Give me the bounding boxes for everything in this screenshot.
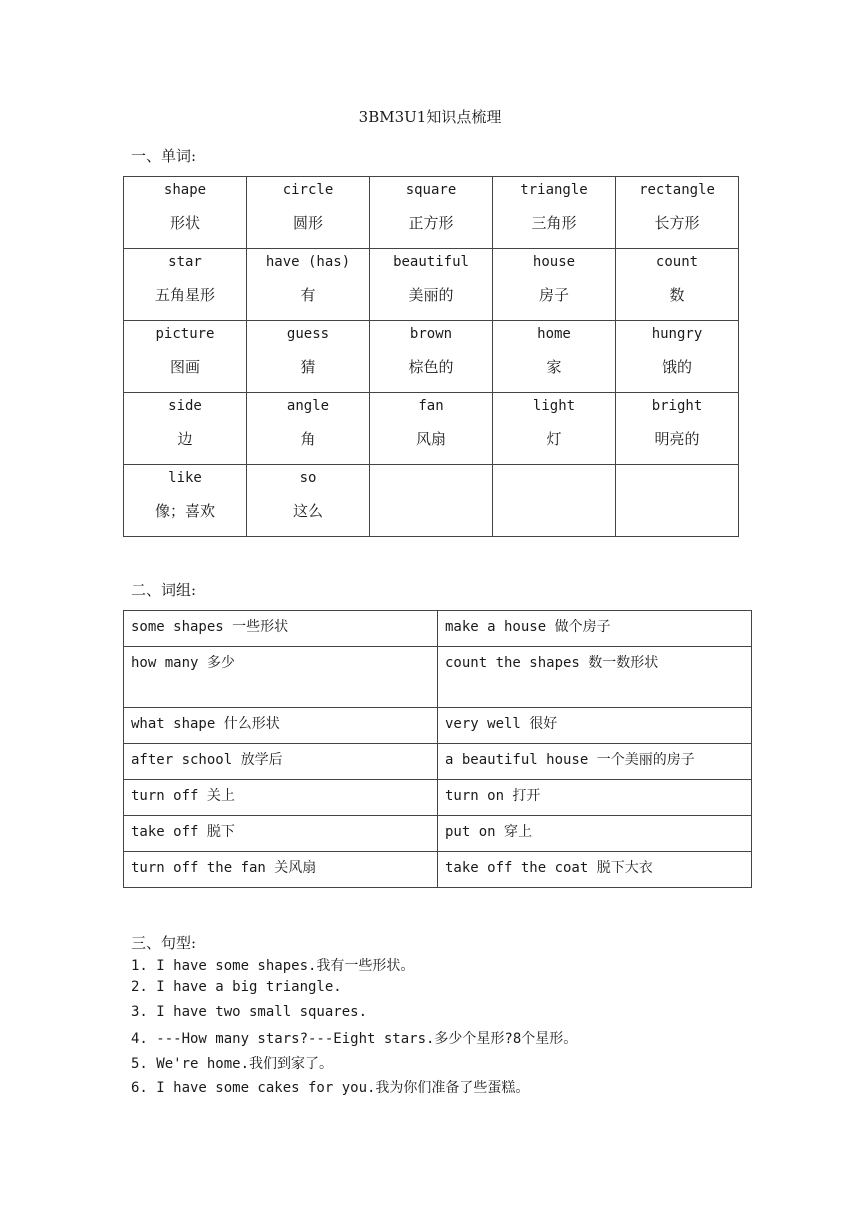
table-row <box>124 780 752 816</box>
vocab-cell <box>370 465 493 537</box>
vocab-chinese: 圆形 <box>292 214 323 232</box>
vocab-cell <box>616 393 739 465</box>
vocab-english: triangle <box>520 182 588 198</box>
sentences-heading: 三、句型: <box>131 934 197 952</box>
table-row <box>124 852 752 888</box>
vocab-chinese: 像；喜欢 <box>154 502 215 520</box>
vocab-chinese: 家 <box>546 358 562 376</box>
vocab-chinese: 边 <box>177 430 193 448</box>
vocab-cell <box>370 393 493 465</box>
vocab-chinese: 房子 <box>538 286 569 304</box>
vocab-cell <box>247 177 370 249</box>
page-title: 3BM3U1知识点梳理 <box>358 108 502 126</box>
vocab-cell <box>370 249 493 321</box>
phrase-text: turn off 关上 <box>131 788 235 804</box>
phrase-text: take off the coat 脱下大衣 <box>445 860 653 876</box>
phrases-table <box>123 610 752 888</box>
vocab-chinese: 风扇 <box>415 430 446 448</box>
phrase-cell <box>438 852 752 888</box>
vocab-english: have (has) <box>265 254 351 270</box>
vocab-cell <box>493 249 616 321</box>
vocab-english: picture <box>155 326 215 342</box>
vocab-english: fan <box>418 398 444 414</box>
sentence-list <box>131 955 577 1101</box>
sentence-item: 6. I have some cakes for you.我为你们准备了些蛋糕。 <box>131 1079 530 1096</box>
vocab-cell <box>124 177 247 249</box>
sentence-item: 2. I have a big triangle. <box>131 979 342 996</box>
vocab-chinese: 数 <box>669 286 685 304</box>
vocab-cell <box>493 393 616 465</box>
vocab-english: hungry <box>651 326 703 342</box>
vocab-chinese: 形状 <box>169 214 200 232</box>
vocab-cell <box>124 393 247 465</box>
sentence-item: 5. We're home.我们到家了。 <box>131 1055 334 1072</box>
vocab-chinese: 灯 <box>546 430 562 448</box>
phrase-cell <box>438 611 752 647</box>
phrase-cell <box>124 744 438 780</box>
table-row <box>124 393 739 465</box>
vocab-english: brown <box>409 326 453 342</box>
table-row <box>124 465 739 537</box>
vocab-cell <box>247 321 370 393</box>
vocab-chinese: 饿的 <box>661 358 692 376</box>
phrase-text: after school 放学后 <box>131 752 283 768</box>
vocab-cell <box>493 177 616 249</box>
phrase-text: a beautiful house 一个美丽的房子 <box>445 752 695 768</box>
phrase-cell <box>124 647 438 708</box>
table-row <box>124 177 739 249</box>
phrase-cell <box>124 611 438 647</box>
phrase-text: very well 很好 <box>445 716 558 732</box>
vocab-english: count <box>655 254 699 270</box>
vocab-english: square <box>405 182 457 198</box>
vocab-cell <box>616 465 739 537</box>
phrase-text: what shape 什么形状 <box>131 716 280 732</box>
vocab-chinese: 美丽的 <box>408 286 454 304</box>
table-row <box>124 249 739 321</box>
vocab-english: so <box>299 470 317 486</box>
vocab-cell <box>493 465 616 537</box>
vocab-english <box>616 470 738 490</box>
phrase-cell <box>124 708 438 744</box>
phrase-text: count the shapes 数一数形状 <box>445 655 659 671</box>
phrase-text: how many 多少 <box>131 655 235 671</box>
vocab-chinese: 五角星形 <box>154 286 215 304</box>
vocab-cell <box>616 249 739 321</box>
vocab-english: light <box>532 398 576 414</box>
vocab-cell <box>370 321 493 393</box>
vocab-cell <box>124 321 247 393</box>
phrase-cell <box>438 780 752 816</box>
vocab-chinese: 三角形 <box>531 214 577 232</box>
words-heading: 一、单词: <box>131 147 197 165</box>
vocab-english: rectangle <box>639 182 715 198</box>
phrase-text: turn off the fan 关风扇 <box>131 860 317 876</box>
phrase-cell <box>438 647 752 708</box>
vocab-english <box>370 470 492 490</box>
phrase-cell <box>124 852 438 888</box>
vocab-cell <box>616 177 739 249</box>
vocab-english: home <box>537 326 571 342</box>
vocab-cell <box>247 393 370 465</box>
vocab-table <box>123 176 739 537</box>
vocab-chinese: 猜 <box>300 358 316 376</box>
table-row <box>124 647 752 708</box>
phrase-cell <box>438 744 752 780</box>
vocab-english <box>493 470 615 490</box>
sentence-item: 1. I have some shapes.我有一些形状。 <box>131 958 415 974</box>
phrase-text: put on 穿上 <box>445 824 533 840</box>
vocab-chinese: 有 <box>300 286 316 304</box>
vocab-cell <box>124 465 247 537</box>
phrase-text: some shapes 一些形状 <box>131 619 289 635</box>
vocab-chinese: 图画 <box>169 358 200 376</box>
vocab-chinese: 长方形 <box>654 214 700 232</box>
vocab-cell <box>370 177 493 249</box>
sentence-item: 4. ---How many stars?---Eight stars.多少个星形?8个星形。 <box>131 1031 578 1048</box>
vocab-chinese: 棕色的 <box>408 358 454 376</box>
phrase-text: take off 脱下 <box>131 824 235 840</box>
vocab-english: guess <box>286 326 330 342</box>
sentence-item: 3. I have two small squares. <box>131 1003 368 1020</box>
vocab-chinese: 明亮的 <box>654 430 700 448</box>
phrase-cell <box>438 816 752 852</box>
vocab-chinese: 角 <box>300 430 316 448</box>
vocab-english: side <box>168 398 202 414</box>
vocab-english: angle <box>286 398 330 414</box>
phrase-text: make a house 做个房子 <box>445 619 611 635</box>
vocab-chinese: 正方形 <box>408 214 454 232</box>
table-row <box>124 744 752 780</box>
vocab-english: shape <box>163 182 207 198</box>
vocab-english: star <box>168 254 202 270</box>
phrase-cell <box>438 708 752 744</box>
vocab-english: beautiful <box>393 254 469 270</box>
table-row <box>124 611 752 647</box>
vocab-cell <box>493 321 616 393</box>
vocab-english: like <box>168 470 202 486</box>
phrase-cell <box>124 780 438 816</box>
phrase-cell <box>124 816 438 852</box>
vocab-english: bright <box>651 398 703 414</box>
table-row <box>124 816 752 852</box>
vocab-cell <box>124 249 247 321</box>
vocab-cell <box>247 249 370 321</box>
vocab-english: house <box>532 254 576 270</box>
vocab-cell <box>616 321 739 393</box>
vocab-english: circle <box>282 182 334 198</box>
table-row <box>124 708 752 744</box>
phrase-text: turn on 打开 <box>445 788 541 804</box>
vocab-chinese: 这么 <box>292 502 323 520</box>
table-row <box>124 321 739 393</box>
vocab-cell <box>247 465 370 537</box>
phrases-heading: 二、词组: <box>131 581 197 599</box>
